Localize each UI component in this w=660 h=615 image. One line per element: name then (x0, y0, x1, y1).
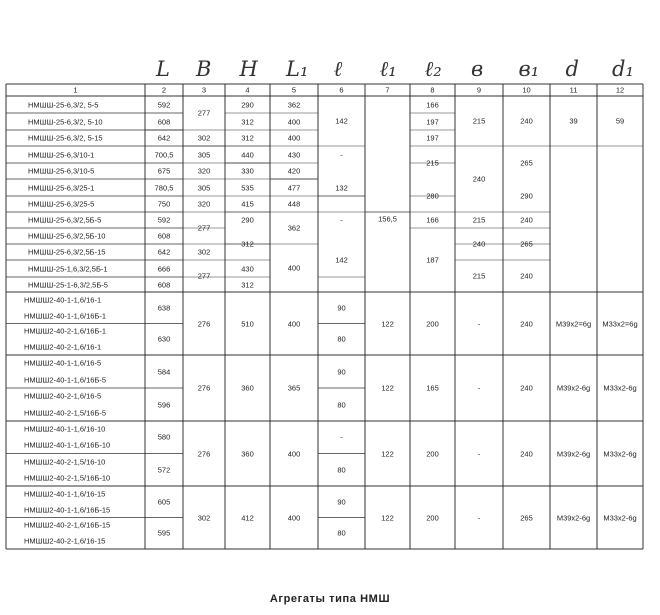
model-name: НМШШ-25-6,3/2, 5-10 (28, 117, 103, 126)
table-cell: 638 (157, 303, 171, 313)
table-cell: 302 (197, 247, 211, 257)
table-cell: 277 (197, 223, 211, 233)
table-cell: 780,5 (154, 183, 174, 192)
table-cell: 280 (426, 191, 439, 200)
column-symbol: ℓ₂ (424, 57, 442, 81)
table-cell: 400 (287, 449, 301, 458)
table-cell: 200 (426, 449, 439, 458)
column-symbol: d₁ (612, 57, 634, 81)
column-number: 10 (522, 85, 531, 95)
table-cell: 592 (157, 100, 171, 109)
model-name: НМШШ-25-6,3/2,5Б-5 (28, 215, 102, 225)
table-cell: 265 (520, 513, 533, 522)
table-cell: 430 (287, 150, 301, 159)
table-cell: 277 (197, 108, 211, 118)
column-number: 1 (73, 85, 78, 95)
table-cell: 400 (287, 133, 301, 143)
table-caption: Агрегаты типа НМШ (269, 593, 391, 605)
table-cell: 666 (157, 264, 171, 273)
model-name: НМШШ-25-6,3/2, 5-15 (28, 133, 103, 143)
table-cell: 290 (520, 191, 533, 200)
table-cell: 430 (241, 264, 254, 273)
table-cell: 330 (241, 166, 254, 176)
model-name: НМШШ2-40-1-1,6/16Б-5 (24, 375, 107, 385)
column-number: 3 (201, 85, 207, 95)
column-symbol: ℓ₁ (379, 57, 397, 81)
table-cell: - (340, 432, 343, 442)
table-cell: M39x2-6g (556, 449, 591, 458)
model-name: НМШШ-25-6,3/2, 5-5 (28, 100, 99, 109)
table-cell: 90 (337, 497, 346, 507)
column-number: 8 (430, 85, 435, 95)
model-name: НМШШ-25-1,6,3/2,5Б-1 (28, 264, 108, 273)
table-cell: 320 (197, 199, 211, 209)
table-cell: 302 (197, 133, 211, 143)
table-cell: 362 (287, 100, 301, 109)
table-cell: 592 (157, 215, 171, 225)
table-cell: 215 (426, 158, 439, 167)
table-cell: 80 (337, 528, 346, 538)
column-symbol: L₁ (286, 57, 309, 81)
model-name: НМШШ2-40-2-1,5/16Б-5 (24, 408, 107, 418)
table-cell: 215 (472, 271, 486, 281)
column-number: 5 (291, 85, 297, 95)
table-cell: - (477, 449, 481, 458)
table-cell: 240 (520, 215, 533, 225)
column-number: 11 (569, 85, 578, 95)
table-cell: 312 (241, 239, 254, 249)
column-symbol: H (239, 57, 258, 81)
table-cell: 240 (520, 319, 533, 328)
column-number: 12 (615, 85, 625, 95)
table-cell: 608 (157, 231, 171, 241)
column-symbol: в₁ (518, 57, 540, 81)
table-cell: 642 (157, 247, 171, 257)
table-cell: 572 (157, 465, 171, 475)
model-name: НМШШ2-40-1-1,6/16-10 (24, 424, 106, 434)
table-cell: 420 (287, 166, 301, 176)
column-number: 4 (245, 85, 250, 95)
table-cell: 200 (426, 319, 439, 328)
table-cell: 39 (569, 116, 578, 126)
table-cell: 215 (472, 215, 486, 225)
table-cell: 165 (426, 383, 439, 393)
table-cell: 477 (287, 183, 301, 192)
table-cell: 362 (287, 223, 301, 233)
table-cell: 290 (241, 100, 254, 109)
table-cell: 608 (157, 280, 171, 289)
column-number: 7 (385, 85, 390, 95)
table-cell: 305 (197, 183, 211, 192)
column-symbol: в (471, 57, 484, 81)
table-cell: 80 (337, 465, 346, 475)
table-cell: 305 (197, 150, 211, 159)
table-cell: M39x2-6g (556, 513, 591, 522)
table-cell: 400 (287, 319, 301, 328)
table-cell: 240 (520, 271, 533, 281)
table-cell: 365 (287, 383, 301, 393)
table-cell: 265 (520, 158, 533, 167)
table-cell: 412 (241, 513, 254, 522)
table-cell: 132 (335, 183, 348, 192)
table-cell: M33x2-6g (603, 449, 637, 458)
model-name: НМШШ2-40-2-1,5/16-10 (24, 457, 106, 467)
table-cell: 197 (426, 133, 439, 143)
model-name: НМШШ2-40-1-1,6/16-1 (24, 295, 102, 305)
table-cell: 675 (157, 166, 171, 176)
table-cell: 400 (287, 117, 301, 126)
column-number: 9 (476, 85, 482, 95)
table-cell: - (340, 150, 343, 159)
table-cell: 360 (241, 383, 254, 393)
column-symbol: B (196, 57, 212, 81)
table-cell: 215 (472, 116, 486, 126)
table-cell: 595 (157, 528, 171, 538)
table-cell: 122 (381, 513, 394, 522)
table-cell: 630 (157, 334, 171, 344)
table-cell: 142 (335, 255, 348, 265)
table-cell: 166 (426, 215, 439, 225)
table-cell: 156,5 (378, 214, 397, 224)
table-cell: 642 (157, 133, 171, 143)
model-name: НМШШ2-40-1-1,6/16Б-15 (24, 505, 111, 515)
column-symbol: L (156, 57, 170, 81)
model-name: НМШШ-25-6,3/2,5Б-10 (28, 231, 106, 241)
table-cell: 59 (615, 116, 625, 126)
table-cell: 535 (241, 183, 254, 192)
model-name: НМШШ2-40-1-1,6/16Б-10 (24, 440, 111, 450)
column-number: 6 (339, 85, 344, 95)
table-cell: 584 (157, 367, 171, 376)
table-cell: 302 (197, 513, 211, 522)
table-cell: 276 (197, 449, 211, 458)
table-cell: 80 (337, 400, 346, 409)
model-name: НМШШ2-40-2-1,6/16Б-1 (24, 326, 107, 336)
table-cell: 320 (197, 166, 211, 176)
model-name: НМШШ-25-1-6,3/2,5Б-5 (28, 280, 108, 289)
table-cell: 276 (197, 383, 211, 393)
table-cell: 142 (335, 116, 348, 126)
table-cell: 187 (426, 255, 439, 265)
table-cell: 608 (157, 117, 171, 126)
table-cell: - (477, 319, 481, 328)
model-name: НМШШ2-40-2-1,6/16Б-15 (24, 520, 111, 530)
model-name: НМШШ2-40-1-1,6/16Б-1 (24, 311, 107, 321)
table-cell: 360 (241, 449, 254, 458)
table-cell: - (477, 513, 481, 522)
table-cell: 510 (241, 319, 254, 328)
table-cell: 700,5 (154, 150, 174, 159)
table-cell: 122 (381, 449, 394, 458)
table-cell: M39x2-6g (556, 383, 591, 393)
model-name: НМШШ2-40-2-1,6/16-15 (24, 536, 106, 546)
table-cell: 90 (337, 303, 346, 313)
table-cell: 200 (426, 513, 439, 522)
table-cell: 240 (520, 116, 533, 126)
table-cell: 166 (426, 100, 439, 109)
model-name: НМШШ-25-6,3/25-1 (28, 183, 95, 192)
model-name: НМШШ2-40-2-1,6/16-1 (24, 342, 102, 352)
table-cell: 312 (241, 117, 254, 126)
table-cell: 240 (472, 174, 486, 184)
table-cell: 122 (381, 383, 394, 393)
table-cell: 750 (157, 199, 171, 209)
table-cell: 580 (157, 432, 171, 442)
table-cell: 400 (287, 263, 301, 273)
model-name: НМШШ-25-6,3/25-5 (28, 199, 95, 209)
table-cell: 240 (520, 449, 533, 458)
table-cell: 605 (157, 497, 171, 507)
table-cell: M33x2-6g (603, 383, 637, 393)
table-cell: M33x2-6g (603, 513, 637, 522)
table-cell: 596 (157, 400, 171, 409)
table-cell: 240 (472, 239, 486, 249)
model-name: НМШШ2-40-2-1,6/16-5 (24, 391, 102, 401)
table-cell: 197 (426, 117, 439, 126)
table-cell: 415 (241, 199, 254, 209)
column-symbol: ℓ (333, 57, 343, 81)
table-cell: 277 (197, 271, 211, 281)
table-cell: - (477, 383, 481, 393)
model-name: НМШШ-25-6,3/2,5Б-15 (28, 247, 106, 257)
table-cell: 448 (287, 199, 301, 209)
table-cell: M39x2=6g (555, 319, 592, 328)
table-cell: M33x2=6g (602, 319, 638, 328)
table-cell: 400 (287, 513, 301, 522)
model-name: НМШШ2-40-1-1,6/16-15 (24, 489, 106, 499)
table-cell: 276 (197, 319, 211, 328)
model-name: НМШШ2-40-1-1,6/16-5 (24, 358, 102, 368)
column-symbol: d (565, 57, 579, 81)
column-number: 2 (161, 85, 167, 95)
model-name: НМШШ-25-6,3/10-5 (28, 166, 95, 176)
table-cell: 440 (241, 150, 254, 159)
table-cell: 265 (520, 239, 533, 249)
model-name: НМШШ-25-6,3/10-1 (28, 150, 95, 159)
table-cell: 122 (381, 319, 394, 328)
table-cell: 312 (241, 280, 254, 289)
table-cell: 240 (520, 383, 533, 393)
table-cell: 80 (337, 334, 346, 344)
model-name: НМШШ2-40-2-1,5/16Б-10 (24, 473, 111, 483)
table-cell: 312 (241, 133, 254, 143)
table-cell: - (340, 215, 343, 225)
table-cell: 290 (241, 215, 254, 225)
table-cell: 90 (337, 367, 346, 376)
